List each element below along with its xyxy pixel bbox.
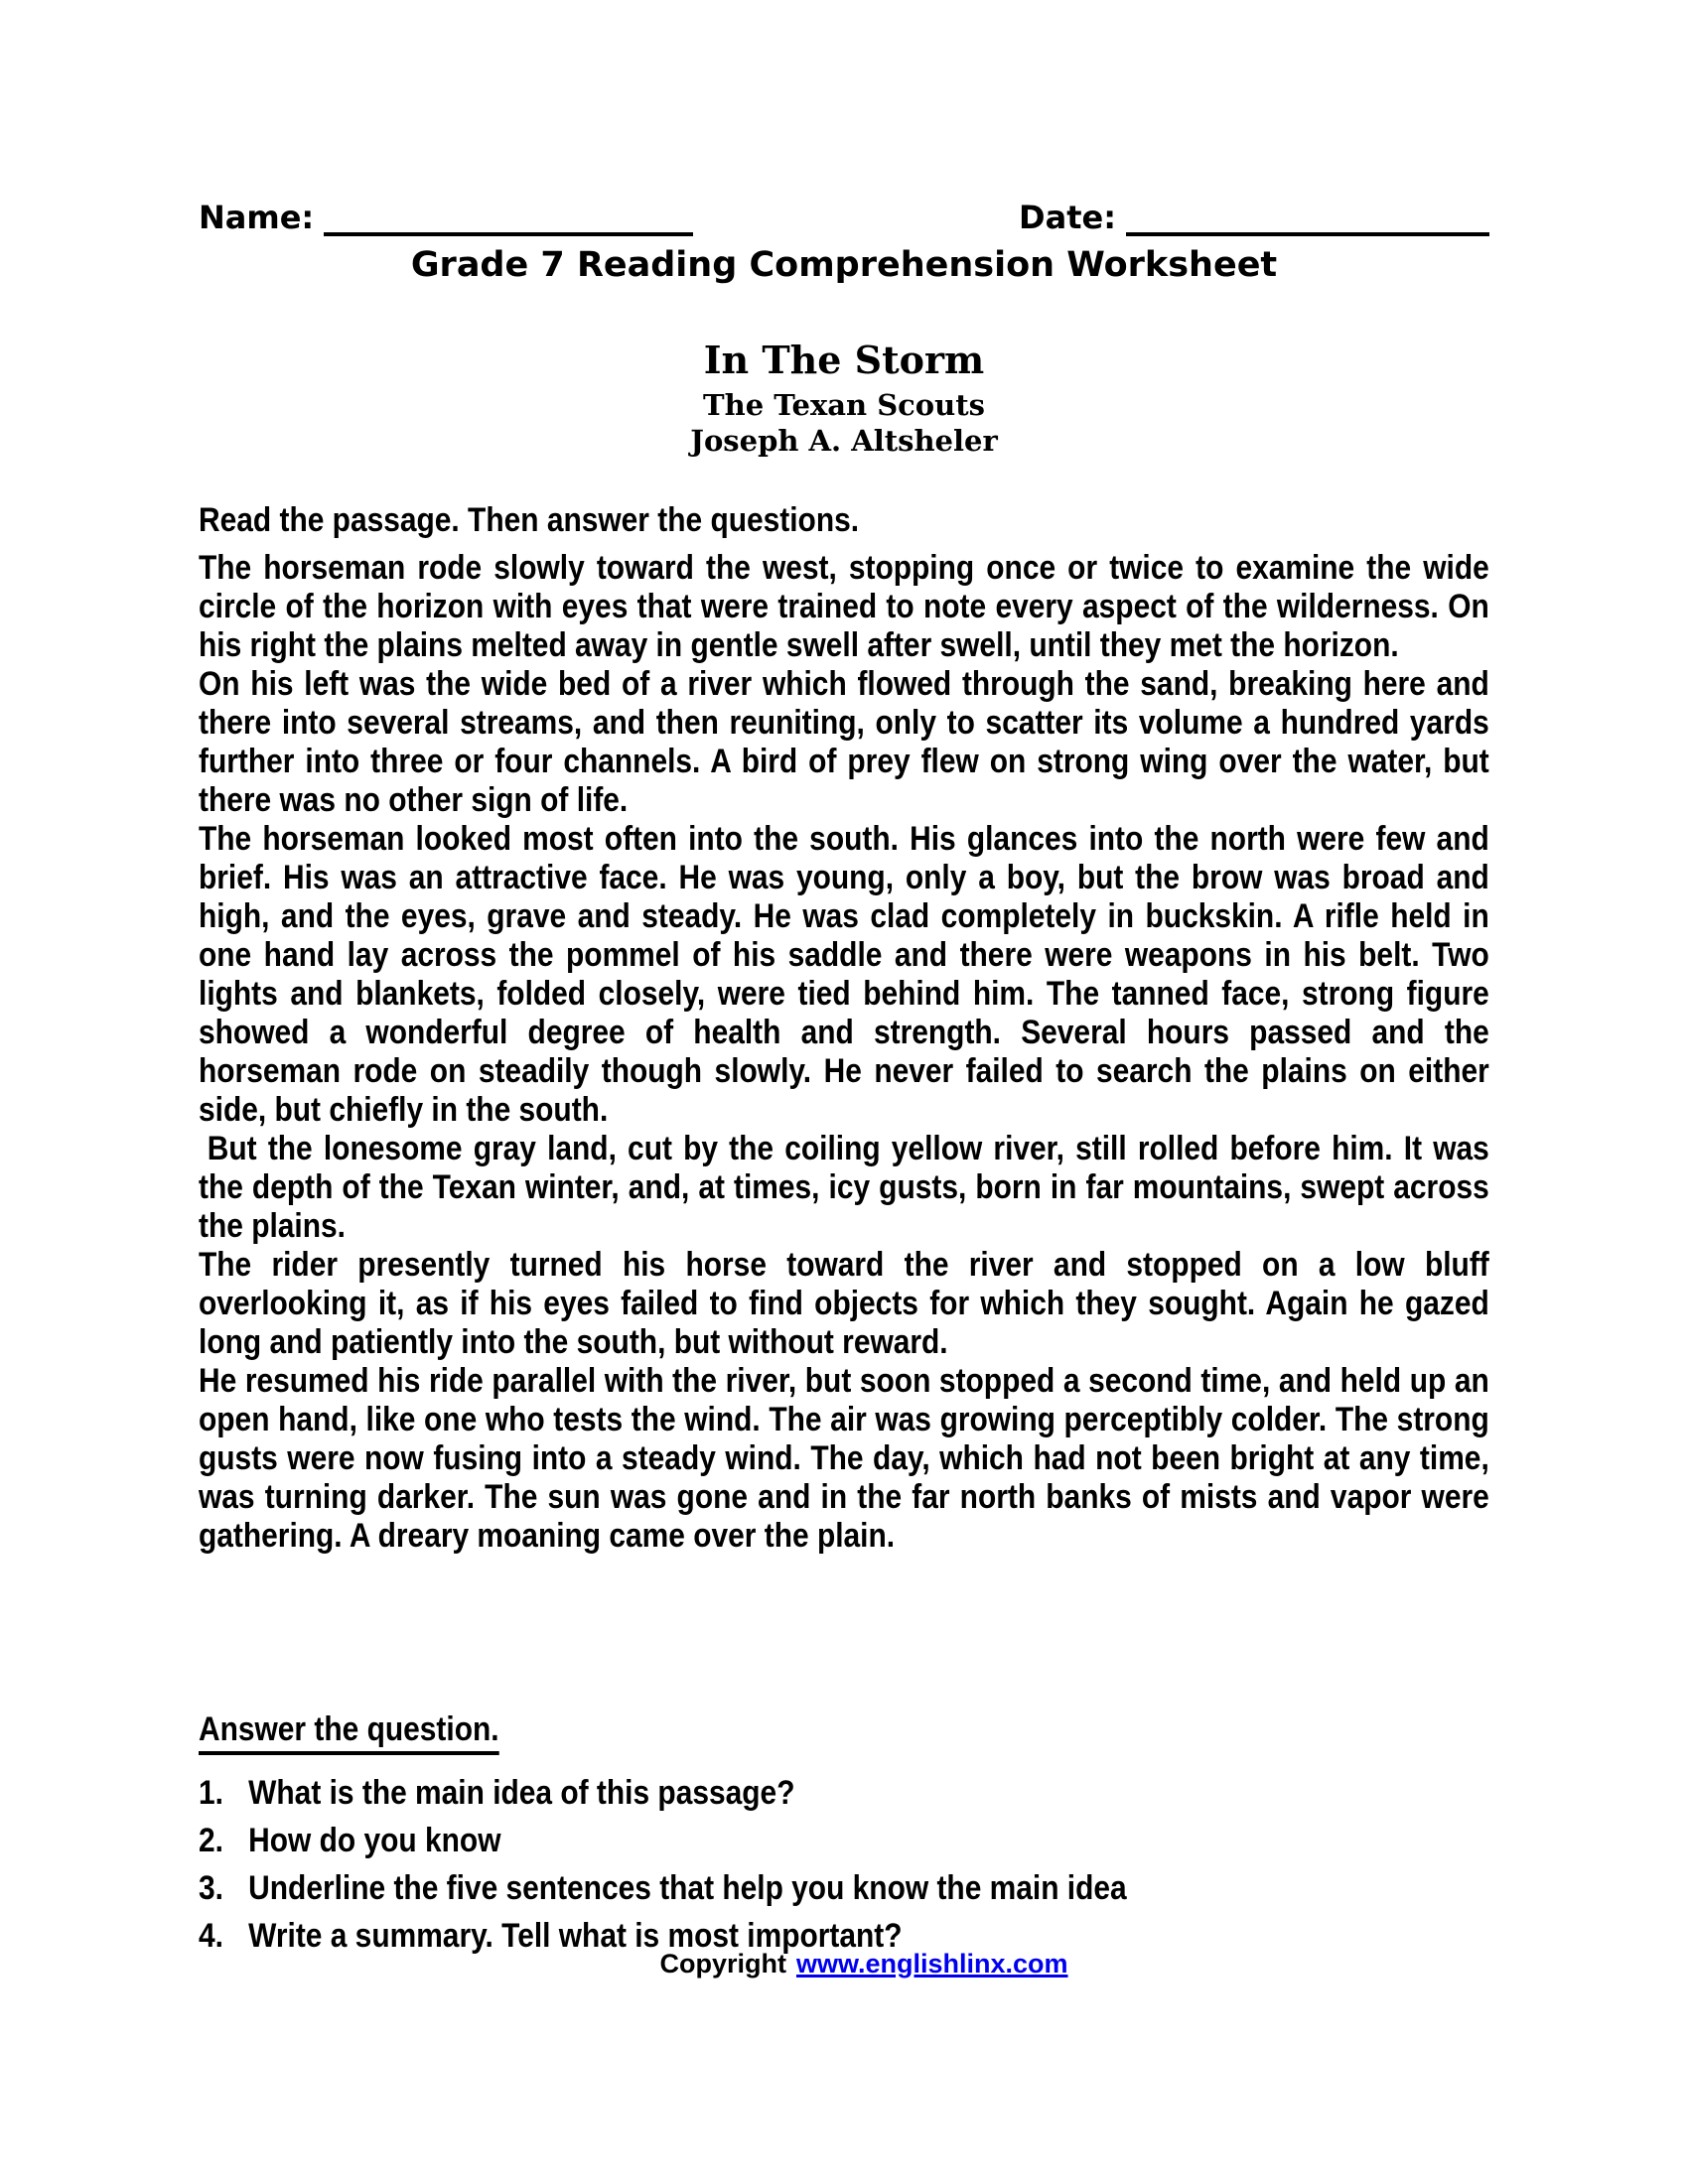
- name-field-group: [199, 199, 693, 236]
- passage-paragraph: The horseman rode slowly toward the west, stopping once or twice to examine the wide circle of the horizon with eyes that were trained to note every aspect of the wilderness. On his right the plains melted away in gentle swell after swell, until they met the horizon.: [199, 549, 1489, 664]
- passage-paragraph: On his left was the wide bed of a river which flowed through the sand, breaking here and there into several streams, and then reuniting, only to scatter its volume a hundred yards further into three or four channels. A bird of prey flew on strong wing over the water, but there was no other sign of life.: [199, 665, 1489, 819]
- passage-paragraph: But the lonesome gray land, cut by the coiling yellow river, still rolled before him. It was the depth of the Texan winter, and, at times, icy gusts, born in far mountains, swept across the plains.: [199, 1130, 1489, 1245]
- question-number: 1.: [199, 1774, 223, 1812]
- question-item: [199, 1869, 1489, 1908]
- question-text: Underline the five sentences that help you know the main idea: [248, 1869, 1127, 1907]
- date-field-group: [1019, 199, 1489, 236]
- name-date-row: [199, 199, 1489, 236]
- name-label: Name:: [199, 199, 315, 236]
- copyright-label: Copyright: [659, 1949, 786, 1979]
- copyright-footer: [0, 1949, 1688, 1979]
- englishlinx-link[interactable]: www.englishlinx.com: [795, 1949, 1068, 1979]
- passage-paragraph: The horseman looked most often into the south. His glances into the north were few and brief. His was an attractive face. He was young, only a boy, but the brow was broad and high, and the eyes, grave and steady. He was clad completely in buckskin. A rifle held in one hand lay across the pommel of his saddle and there were weapons in his belt. Two lights and blankets, folded closely, were tied behind him. The tanned face, strong figure showed a wonderful degree of health and strength. Several hours passed and the horseman rode on steadily though slowly. He never failed to search the plains on either side, but chiefly in the south.: [199, 820, 1489, 1129]
- answer-section-heading: Answer the question.: [199, 1710, 1489, 1755]
- question-text: What is the main idea of this passage?: [248, 1774, 795, 1812]
- passage-author: Joseph A. Altsheler: [690, 424, 998, 458]
- name-blank-line[interactable]: [324, 199, 693, 236]
- question-number: 4.: [199, 1917, 223, 1955]
- questions-list: [199, 1774, 1489, 1965]
- passage-paragraph: The rider presently turned his horse toward the river and stopped on a low bluff overlooking it, as if his eyes failed to find objects for which they sought. Again he gazed long and patiently into the south, but without reward.: [199, 1246, 1489, 1361]
- question-item: [199, 1774, 1489, 1813]
- instruction-text: Read the passage. Then answer the questions.: [199, 501, 860, 539]
- passage-subtitle: The Texan Scouts: [703, 388, 985, 422]
- date-blank-line[interactable]: [1126, 199, 1489, 236]
- question-text: How do you know: [248, 1822, 501, 1859]
- question-item: [199, 1822, 1489, 1860]
- question-number: 2.: [199, 1822, 223, 1859]
- passage-title: In The Storm: [703, 338, 985, 382]
- question-text: Write a summary. Tell what is most important?: [248, 1917, 903, 1955]
- passage-body: [199, 549, 1489, 1556]
- passage-paragraph: He resumed his ride parallel with the river, but soon stopped a second time, and held up an open hand, like one who tests the wind. The air was growing perceptibly colder. The strong gusts were now fusing into a steady wind. The day, which had not been bright at any time, was turning darker. The sun was gone and in the far north banks of mists and vapor were gathering. A dreary moaning came over the plain.: [199, 1362, 1489, 1555]
- question-number: 3.: [199, 1869, 223, 1907]
- date-label: Date:: [1019, 199, 1116, 236]
- worksheet-title: Grade 7 Reading Comprehension Worksheet: [410, 245, 1278, 285]
